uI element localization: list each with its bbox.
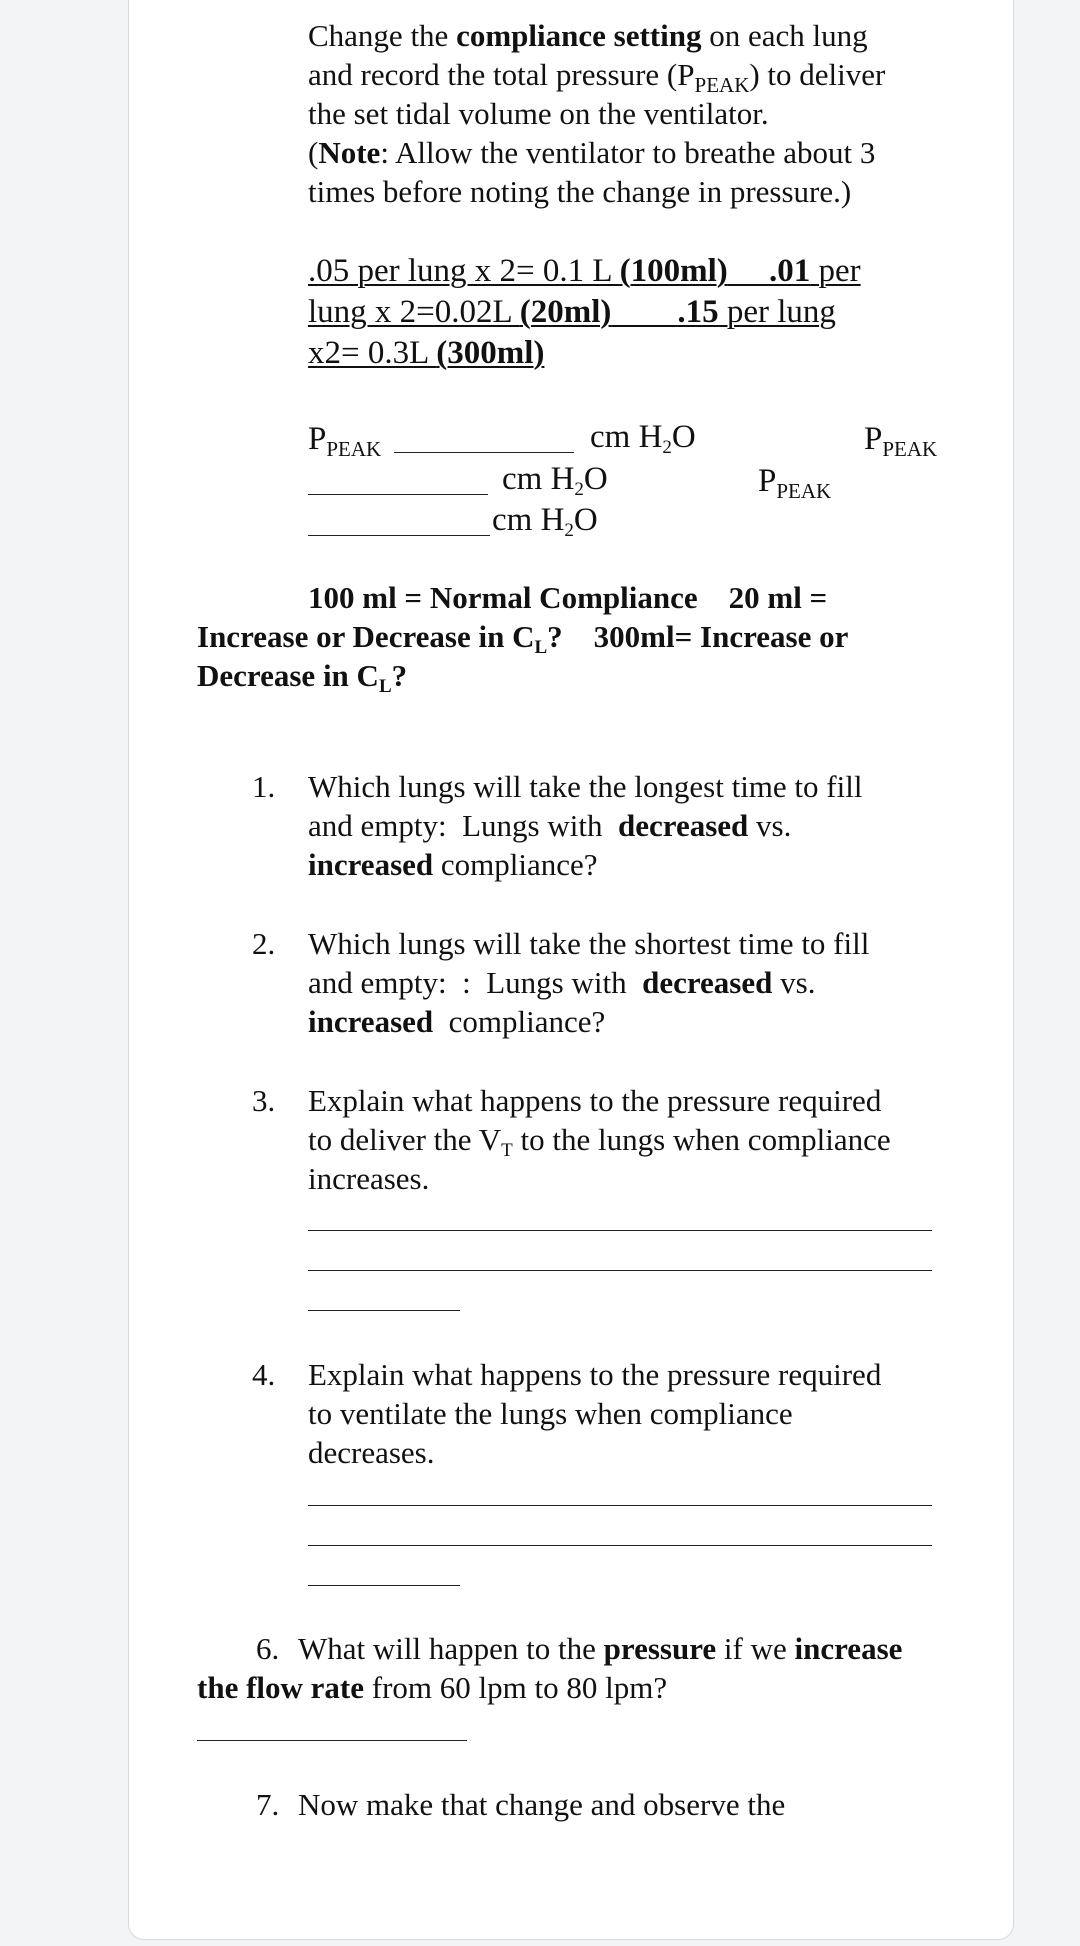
ppeak-unit-3: cm H2O — [492, 502, 598, 541]
question-4-line-2: to ventilate the lungs when compliance — [308, 1396, 793, 1431]
question-2-line-1: Which lungs will take the shortest time to fill — [308, 926, 870, 961]
question-7-line-1: Now make that change and observe the — [298, 1787, 786, 1822]
question-3-answer-line-1[interactable] — [308, 1230, 932, 1231]
settings-line-2: lung x 2=0.02L (20ml) .15 per lung — [308, 294, 836, 330]
ppeak-label-3: $P_{PEAK}$ — [758, 463, 832, 503]
intro-line-3: the set tidal volume on the ventilator. — [308, 96, 769, 131]
question-3-number: 3. — [252, 1083, 276, 1118]
question-4-answer-line-2[interactable] — [308, 1545, 932, 1546]
ppeak-answer-line-1[interactable] — [394, 452, 574, 453]
compliance-note-line-2: Increase or Decrease in CL? 300ml= Increase or — [197, 619, 849, 658]
question-3-line-1: Explain what happens to the pressure required — [308, 1083, 882, 1118]
question-2-line-3: increased compliance? — [308, 1004, 606, 1039]
question-3-answer-line-2[interactable] — [308, 1270, 932, 1271]
question-6-line-1: What will happen to the pressure if we increase — [298, 1631, 903, 1666]
question-2-line-2: and empty: : Lungs with decreased vs. — [308, 965, 816, 1000]
compliance-note-line-3: Decrease in CL? — [197, 658, 408, 697]
ppeak-answer-line-3[interactable] — [308, 535, 490, 536]
question-4-number: 4. — [252, 1357, 276, 1392]
question-4-answer-line-1[interactable] — [308, 1505, 932, 1506]
ppeak-unit-1: cm H2O — [590, 419, 696, 458]
intro-line-2: and record the total pressure $(P_{PEAK})$ to deliver — [308, 57, 886, 97]
ppeak-label-2: $P_{PEAK}$ — [864, 421, 938, 461]
question-1-line-3: increased compliance? — [308, 847, 598, 882]
compliance-note-line-1: 100 ml = Normal Compliance 20 ml = — [308, 580, 828, 615]
question-4-answer-line-3[interactable] — [308, 1585, 460, 1586]
question-3-line-3: increases. — [308, 1161, 430, 1196]
question-2-number: 2. — [252, 926, 276, 961]
ppeak-answer-line-2[interactable] — [308, 494, 488, 495]
intro-line-5: times before noting the change in pressure.) — [308, 174, 852, 209]
question-7-number: 7. — [256, 1787, 280, 1822]
question-4-line-3: decreases. — [308, 1435, 435, 1470]
question-6-answer-line[interactable] — [197, 1740, 467, 1741]
question-3-answer-line-3[interactable] — [308, 1310, 460, 1311]
question-3-line-2: to deliver the VT to the lungs when compliance — [308, 1122, 891, 1161]
intro-line-1: Change the compliance setting on each lung — [308, 18, 868, 53]
settings-line-1: .05 per lung x 2= 0.1 L (100ml) .01 per — [308, 253, 861, 289]
question-6-number: 6. — [256, 1631, 280, 1666]
question-1-number: 1. — [252, 769, 276, 804]
question-1-line-2: and empty: Lungs with decreased vs. — [308, 808, 792, 843]
ppeak-label-1: $P_{PEAK}$ — [308, 421, 382, 461]
question-1-line-1: Which lungs will take the longest time to fill — [308, 769, 863, 804]
intro-line-4: (Note: Allow the ventilator to breathe about 3 — [308, 135, 876, 170]
ppeak-unit-2: cm H2O — [502, 461, 608, 500]
question-4-line-1: Explain what happens to the pressure required — [308, 1357, 882, 1392]
settings-line-3: x2= 0.3L (300ml) — [308, 335, 545, 371]
question-6-line-2: the flow rate from 60 lpm to 80 lpm? — [197, 1670, 668, 1705]
